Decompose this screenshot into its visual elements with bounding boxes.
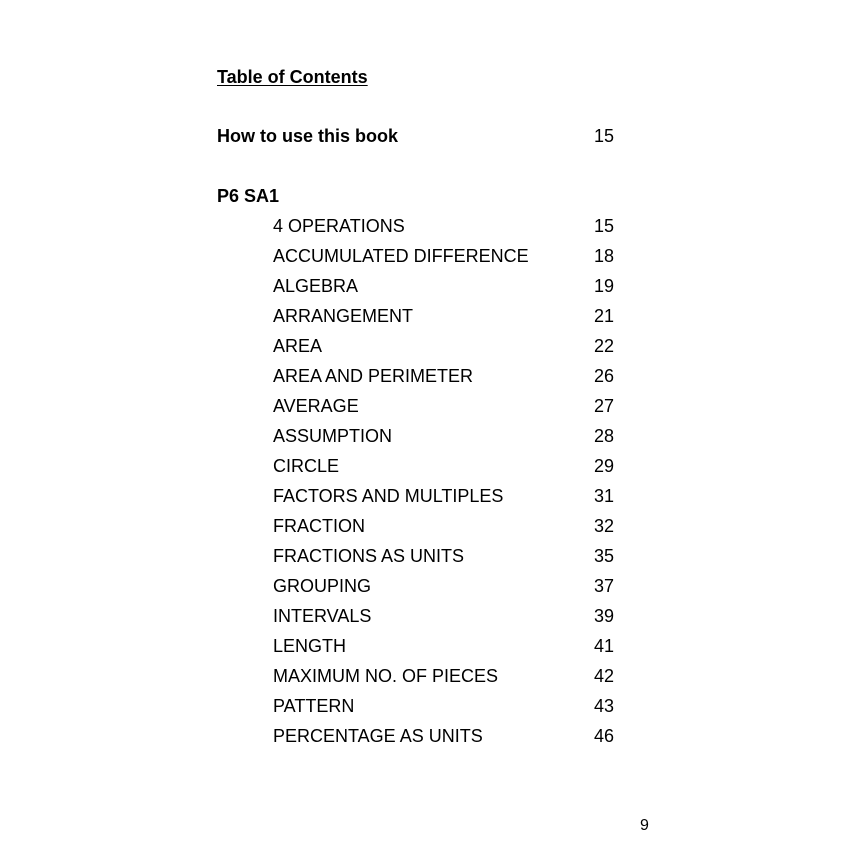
toc-entry-page: 27 [593, 396, 614, 416]
toc-entry-label: MAXIMUM NO. OF PIECES [273, 666, 499, 686]
toc-entry-page: 41 [593, 636, 614, 656]
toc-entry-label: LENGTH [273, 636, 347, 656]
toc-entry-label: ASSUMPTION [273, 426, 393, 446]
toc-entry-page: 43 [593, 696, 614, 716]
toc-entry [273, 605, 614, 635]
toc-entry-label: FACTORS AND MULTIPLES [273, 486, 504, 506]
toc-entry [273, 215, 614, 245]
toc-entry [273, 485, 614, 515]
page-title: Table of Contents [217, 67, 368, 87]
toc-entry-page: 31 [593, 486, 614, 506]
toc-entry-page: 42 [593, 666, 614, 686]
toc-entry-page: 29 [593, 456, 614, 476]
toc-entry-label: CIRCLE [273, 456, 340, 476]
toc-entry-label: ACCUMULATED DIFFERENCE [273, 246, 529, 266]
toc-entry-label: 4 OPERATIONS [273, 216, 405, 236]
toc-entry [273, 695, 614, 725]
toc-entry-page: 32 [593, 516, 614, 536]
toc-entry [273, 515, 614, 545]
toc-entry [273, 305, 614, 335]
toc-entry-page: 15 [593, 216, 614, 236]
toc-entry-label: GROUPING [273, 576, 372, 596]
toc-entry [273, 545, 614, 575]
toc-entry-page: 37 [593, 576, 614, 596]
toc-entry [273, 575, 614, 605]
toc-entry-label: AREA [273, 336, 323, 356]
toc-entry-page: 39 [593, 606, 614, 626]
toc-entry-label: PATTERN [273, 696, 355, 716]
toc-entry-label: INTERVALS [273, 606, 372, 626]
toc-entry-label: PERCENTAGE AS UNITS [273, 726, 483, 746]
toc-entry-list [273, 215, 614, 755]
section-heading: P6 SA1 [217, 186, 280, 206]
toc-entry-how-to-use [217, 125, 614, 147]
toc-entry [273, 335, 614, 365]
toc-entry-page: 19 [593, 276, 614, 296]
toc-entry-page: 21 [593, 306, 614, 326]
toc-entry-label: ALGEBRA [273, 276, 359, 296]
toc-entry [273, 455, 614, 485]
toc-entry-label: FRACTIONS AS UNITS [273, 546, 465, 566]
toc-entry [273, 275, 614, 305]
toc-entry-label: FRACTION [273, 516, 365, 536]
toc-entry-label: How to use this book [217, 126, 399, 146]
toc-entry [273, 365, 614, 395]
toc-entry-page: 22 [593, 336, 614, 356]
toc-entry [273, 725, 614, 755]
toc-entry-page: 46 [593, 726, 614, 746]
toc-entry [273, 425, 614, 455]
toc-entry-label: ARRANGEMENT [273, 306, 414, 326]
toc-entry [273, 665, 614, 695]
toc-entry-label: AREA AND PERIMETER [273, 366, 474, 386]
toc-entry [273, 395, 614, 425]
toc-entry-page: 18 [593, 246, 614, 266]
toc-entry [273, 245, 614, 275]
toc-entry-page: 26 [593, 366, 614, 386]
toc-entry-page: 28 [593, 426, 614, 446]
page-number: 9 [640, 817, 649, 834]
toc-entry [273, 635, 614, 665]
toc-entry-page: 35 [593, 546, 614, 566]
toc-entry-label: AVERAGE [273, 396, 359, 416]
toc-entry-page: 15 [593, 126, 614, 146]
